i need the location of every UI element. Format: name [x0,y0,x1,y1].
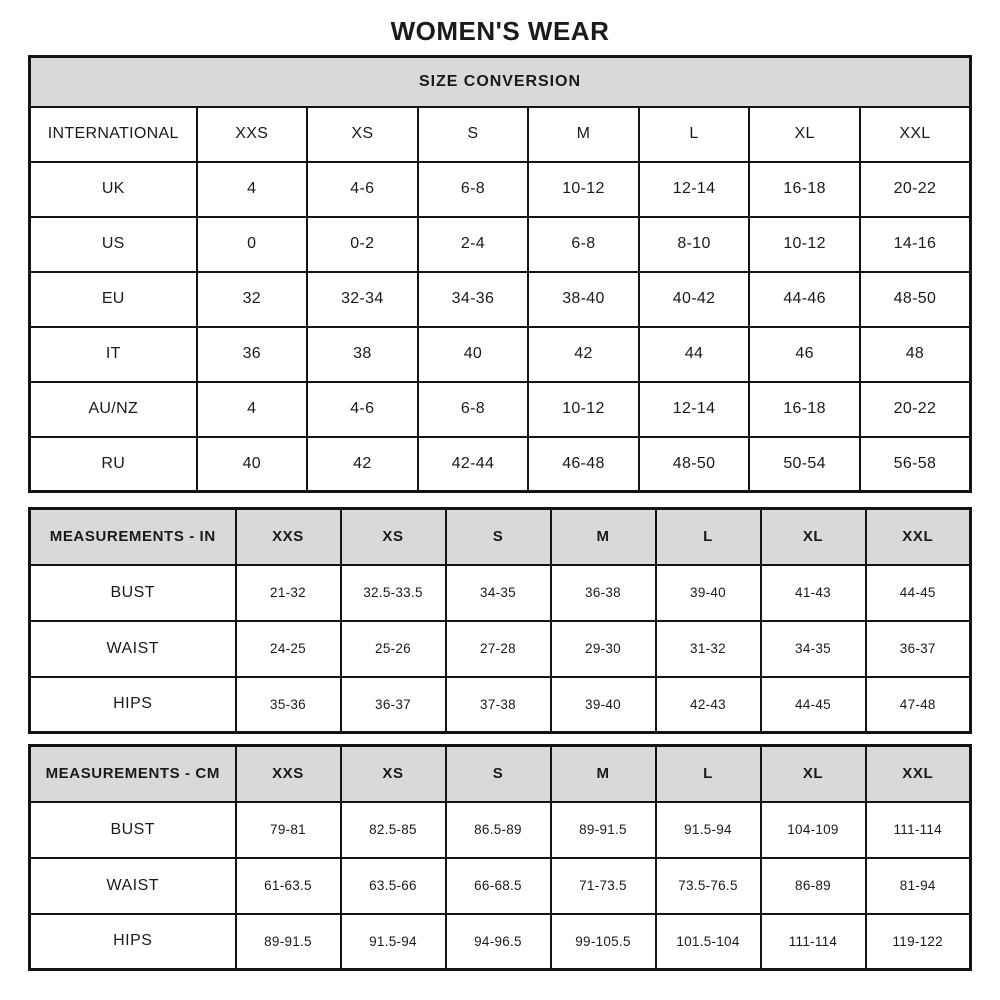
size-value-cell: 40 [197,437,308,492]
size-value-cell: 48-50 [860,272,971,327]
size-value-cell: 42 [307,437,418,492]
row-label: BUST [30,565,236,621]
column-header-l: L [639,107,750,162]
size-value-cell: 56-58 [860,437,971,492]
size-value-cell: 44-46 [749,272,860,327]
measurement-value-cell: 94-96.5 [446,914,551,970]
column-header-l: L [656,746,761,802]
column-header-xxl: XXL [860,107,971,162]
size-value-cell: 0-2 [307,217,418,272]
measurement-value-cell: 81-94 [866,858,971,914]
measurement-value-cell: 101.5-104 [656,914,761,970]
measurement-value-cell: 71-73.5 [551,858,656,914]
measurement-value-cell: 111-114 [761,914,866,970]
measurement-value-cell: 82.5-85 [341,802,446,858]
measurement-value-cell: 21-32 [236,565,341,621]
measurement-value-cell: 89-91.5 [236,914,341,970]
table-row-uk [30,162,971,217]
measurement-value-cell: 24-25 [236,621,341,677]
column-header-s: S [418,107,529,162]
measurement-value-cell: 47-48 [866,677,971,733]
column-header-xxl: XXL [866,509,971,565]
measurement-value-cell: 31-32 [656,621,761,677]
size-value-cell: 10-12 [528,162,639,217]
row-label: HIPS [30,914,236,970]
size-value-cell: 38-40 [528,272,639,327]
column-header-xl: XL [761,509,866,565]
measurement-value-cell: 79-81 [236,802,341,858]
measurement-value-cell: 99-105.5 [551,914,656,970]
column-header-xxl: XXL [866,746,971,802]
measurements-cm-title: MEASUREMENTS - CM [30,746,236,802]
measurement-value-cell: 27-28 [446,621,551,677]
measurement-value-cell: 44-45 [761,677,866,733]
size-value-cell: 36 [197,327,308,382]
measurement-value-cell: 86-89 [761,858,866,914]
size-value-cell: 46-48 [528,437,639,492]
table-row-bust [30,802,971,858]
row-label: HIPS [30,677,236,733]
size-value-cell: 42-44 [418,437,529,492]
size-value-cell: 46 [749,327,860,382]
measurement-value-cell: 86.5-89 [446,802,551,858]
column-header-m: M [528,107,639,162]
measurement-value-cell: 111-114 [866,802,971,858]
measurement-value-cell: 25-26 [341,621,446,677]
measurement-value-cell: 91.5-94 [656,802,761,858]
size-value-cell: 12-14 [639,382,750,437]
measurement-value-cell: 89-91.5 [551,802,656,858]
size-value-cell: 4-6 [307,382,418,437]
row-label: UK [30,162,197,217]
size-value-cell: 50-54 [749,437,860,492]
measurement-value-cell: 119-122 [866,914,971,970]
size-value-cell: 14-16 [860,217,971,272]
measurement-value-cell: 42-43 [656,677,761,733]
table-header-row [30,509,971,565]
measurement-value-cell: 61-63.5 [236,858,341,914]
measurements-in-title: MEASUREMENTS - IN [30,509,236,565]
size-value-cell: 6-8 [418,382,529,437]
column-header-xxs: XXS [236,746,341,802]
measurement-value-cell: 104-109 [761,802,866,858]
measurement-value-cell: 36-37 [341,677,446,733]
measurement-value-cell: 91.5-94 [341,914,446,970]
size-value-cell: 4 [197,162,308,217]
column-header-xs: XS [341,509,446,565]
table-row-us [30,217,971,272]
column-header-xs: XS [307,107,418,162]
column-header-xs: XS [341,746,446,802]
column-header-international: INTERNATIONAL [30,107,197,162]
measurement-value-cell: 39-40 [551,677,656,733]
measurement-value-cell: 35-36 [236,677,341,733]
row-label: WAIST [30,621,236,677]
row-label: IT [30,327,197,382]
size-value-cell: 48 [860,327,971,382]
size-value-cell: 20-22 [860,162,971,217]
size-value-cell: 44 [639,327,750,382]
size-value-cell: 20-22 [860,382,971,437]
table-row-hips [30,914,971,970]
column-header-xxs: XXS [197,107,308,162]
size-value-cell: 0 [197,217,308,272]
size-value-cell: 32-34 [307,272,418,327]
row-label: RU [30,437,197,492]
measurement-value-cell: 66-68.5 [446,858,551,914]
column-header-xl: XL [761,746,866,802]
column-header-m: M [551,746,656,802]
table-row-hips [30,677,971,733]
size-value-cell: 12-14 [639,162,750,217]
row-label: EU [30,272,197,327]
row-label: WAIST [30,858,236,914]
size-value-cell: 8-10 [639,217,750,272]
measurement-value-cell: 39-40 [656,565,761,621]
table-row-waist [30,858,971,914]
size-value-cell: 32 [197,272,308,327]
row-label: AU/NZ [30,382,197,437]
measurement-value-cell: 34-35 [446,565,551,621]
size-value-cell: 42 [528,327,639,382]
table-row-it [30,327,971,382]
measurement-value-cell: 37-38 [446,677,551,733]
measurement-value-cell: 32.5-33.5 [341,565,446,621]
table-banner-row [30,57,971,107]
table-row-bust [30,565,971,621]
column-header-m: M [551,509,656,565]
size-value-cell: 4-6 [307,162,418,217]
column-header-s: S [446,509,551,565]
column-header-xxs: XXS [236,509,341,565]
size-value-cell: 40 [418,327,529,382]
size-value-cell: 10-12 [749,217,860,272]
measurements-cm-table [28,744,972,971]
size-conversion-title: SIZE CONVERSION [30,57,971,107]
size-value-cell: 10-12 [528,382,639,437]
table-row-eu [30,272,971,327]
size-value-cell: 38 [307,327,418,382]
size-value-cell: 16-18 [749,162,860,217]
size-value-cell: 48-50 [639,437,750,492]
table-header-row [30,746,971,802]
row-label: US [30,217,197,272]
size-value-cell: 34-36 [418,272,529,327]
table-row-waist [30,621,971,677]
measurement-value-cell: 29-30 [551,621,656,677]
page-title: WOMEN'S WEAR [390,16,610,46]
measurement-value-cell: 36-37 [866,621,971,677]
measurement-value-cell: 34-35 [761,621,866,677]
column-header-l: L [656,509,761,565]
size-conversion-table [28,55,972,493]
row-label: BUST [30,802,236,858]
column-header-s: S [446,746,551,802]
size-value-cell: 40-42 [639,272,750,327]
table-row-aunz [30,382,971,437]
column-header-xl: XL [749,107,860,162]
measurement-value-cell: 41-43 [761,565,866,621]
table-header-row [30,107,971,162]
measurement-value-cell: 36-38 [551,565,656,621]
size-value-cell: 6-8 [418,162,529,217]
measurement-value-cell: 44-45 [866,565,971,621]
size-value-cell: 2-4 [418,217,529,272]
measurement-value-cell: 73.5-76.5 [656,858,761,914]
size-value-cell: 4 [197,382,308,437]
table-row-ru [30,437,971,492]
measurement-value-cell: 63.5-66 [341,858,446,914]
measurements-in-table [28,507,972,734]
size-value-cell: 6-8 [528,217,639,272]
size-value-cell: 16-18 [749,382,860,437]
